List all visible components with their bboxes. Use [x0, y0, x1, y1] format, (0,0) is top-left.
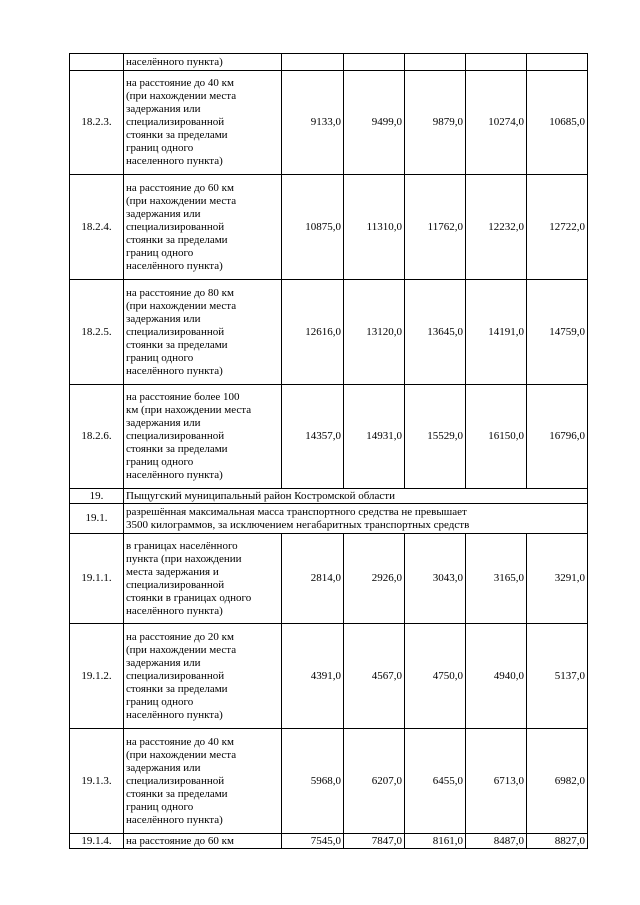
row-number-cell: 18.2.6. — [70, 385, 124, 489]
value-cell: 11762,0 — [405, 175, 466, 280]
table-row — [70, 54, 588, 71]
value-cell: 5137,0 — [527, 624, 588, 729]
row-number-cell: 19. — [70, 489, 124, 504]
value-cell: 9499,0 — [344, 71, 405, 175]
value-cell: 6207,0 — [344, 729, 405, 834]
value-cell: 9879,0 — [405, 71, 466, 175]
table-row — [70, 71, 588, 175]
value-cell: 11310,0 — [344, 175, 405, 280]
value-cell: 10875,0 — [282, 175, 344, 280]
value-cell: 12722,0 — [527, 175, 588, 280]
value-cell: 2814,0 — [282, 534, 344, 624]
value-cell: 14759,0 — [527, 280, 588, 385]
value-cell: 10685,0 — [527, 71, 588, 175]
row-number-cell — [70, 54, 124, 71]
value-cell: 3165,0 — [466, 534, 527, 624]
value-cell: 10274,0 — [466, 71, 527, 175]
table-row — [70, 729, 588, 834]
value-cell: 7545,0 — [282, 834, 344, 849]
value-cell: 8487,0 — [466, 834, 527, 849]
row-description-cell: на расстояние более 100 км (при нахождении места задержания или специализированной стоянки за пределами границ одного населённого пункта) — [124, 385, 282, 489]
value-cell: 5968,0 — [282, 729, 344, 834]
value-cell: 4750,0 — [405, 624, 466, 729]
row-number-cell: 18.2.3. — [70, 71, 124, 175]
table-row — [70, 280, 588, 385]
table-row — [70, 534, 588, 624]
row-description-cell: на расстояние до 60 км — [124, 834, 282, 849]
value-cell: 13645,0 — [405, 280, 466, 385]
table-row — [70, 834, 588, 849]
value-cell: 8161,0 — [405, 834, 466, 849]
value-cell: 15529,0 — [405, 385, 466, 489]
value-cell: 4940,0 — [466, 624, 527, 729]
value-cell: 14357,0 — [282, 385, 344, 489]
value-cell: 6713,0 — [466, 729, 527, 834]
value-cell: 2926,0 — [344, 534, 405, 624]
table-row — [70, 504, 588, 534]
row-description-cell: в границах населённого пункта (при нахождении места задержания и специализированной стоянки в границах одного населённого пункта) — [124, 534, 282, 624]
value-cell — [527, 54, 588, 71]
row-description-cell: на расстояние до 20 км (при нахождении места задержания или специализированной стоянки за пределами границ одного населённого пункта) — [124, 624, 282, 729]
value-cell: 4391,0 — [282, 624, 344, 729]
table-row — [70, 385, 588, 489]
tariff-table — [69, 53, 588, 849]
value-cell: 6982,0 — [527, 729, 588, 834]
row-description-cell: населённого пункта) — [124, 54, 282, 71]
row-description-cell: на расстояние до 40 км (при нахождении места задержания или специализированной стоянки за пределами границ одного населенного пункта) — [124, 71, 282, 175]
value-cell — [466, 54, 527, 71]
row-number-cell: 18.2.4. — [70, 175, 124, 280]
section-heading-cell: разрешённая максимальная масса транспортного средства не превышает 3500 килограммов, за исключением негабаритных транспортных средств — [124, 504, 588, 534]
value-cell: 16150,0 — [466, 385, 527, 489]
table-row — [70, 175, 588, 280]
value-cell — [282, 54, 344, 71]
value-cell — [405, 54, 466, 71]
value-cell: 14931,0 — [344, 385, 405, 489]
row-number-cell: 19.1.2. — [70, 624, 124, 729]
value-cell: 9133,0 — [282, 71, 344, 175]
row-number-cell: 19.1.1. — [70, 534, 124, 624]
row-description-cell: на расстояние до 60 км (при нахождении места задержания или специализированной стоянки за пределами границ одного населённого пункта) — [124, 175, 282, 280]
value-cell: 3291,0 — [527, 534, 588, 624]
value-cell: 12232,0 — [466, 175, 527, 280]
row-number-cell: 18.2.5. — [70, 280, 124, 385]
row-number-cell: 19.1.4. — [70, 834, 124, 849]
value-cell: 14191,0 — [466, 280, 527, 385]
value-cell: 8827,0 — [527, 834, 588, 849]
value-cell: 3043,0 — [405, 534, 466, 624]
row-number-cell: 19.1. — [70, 504, 124, 534]
value-cell: 6455,0 — [405, 729, 466, 834]
section-heading-cell: Пыщугский муниципальный район Костромской области — [124, 489, 588, 504]
value-cell: 16796,0 — [527, 385, 588, 489]
row-number-cell: 19.1.3. — [70, 729, 124, 834]
value-cell: 12616,0 — [282, 280, 344, 385]
value-cell: 13120,0 — [344, 280, 405, 385]
table-row — [70, 489, 588, 504]
value-cell: 7847,0 — [344, 834, 405, 849]
value-cell — [344, 54, 405, 71]
row-description-cell: на расстояние до 80 км (при нахождении места задержания или специализированной стоянки за пределами границ одного населённого пункта) — [124, 280, 282, 385]
value-cell: 4567,0 — [344, 624, 405, 729]
table-row — [70, 624, 588, 729]
row-description-cell: на расстояние до 40 км (при нахождении места задержания или специализированной стоянки за пределами границ одного населённого пункта) — [124, 729, 282, 834]
